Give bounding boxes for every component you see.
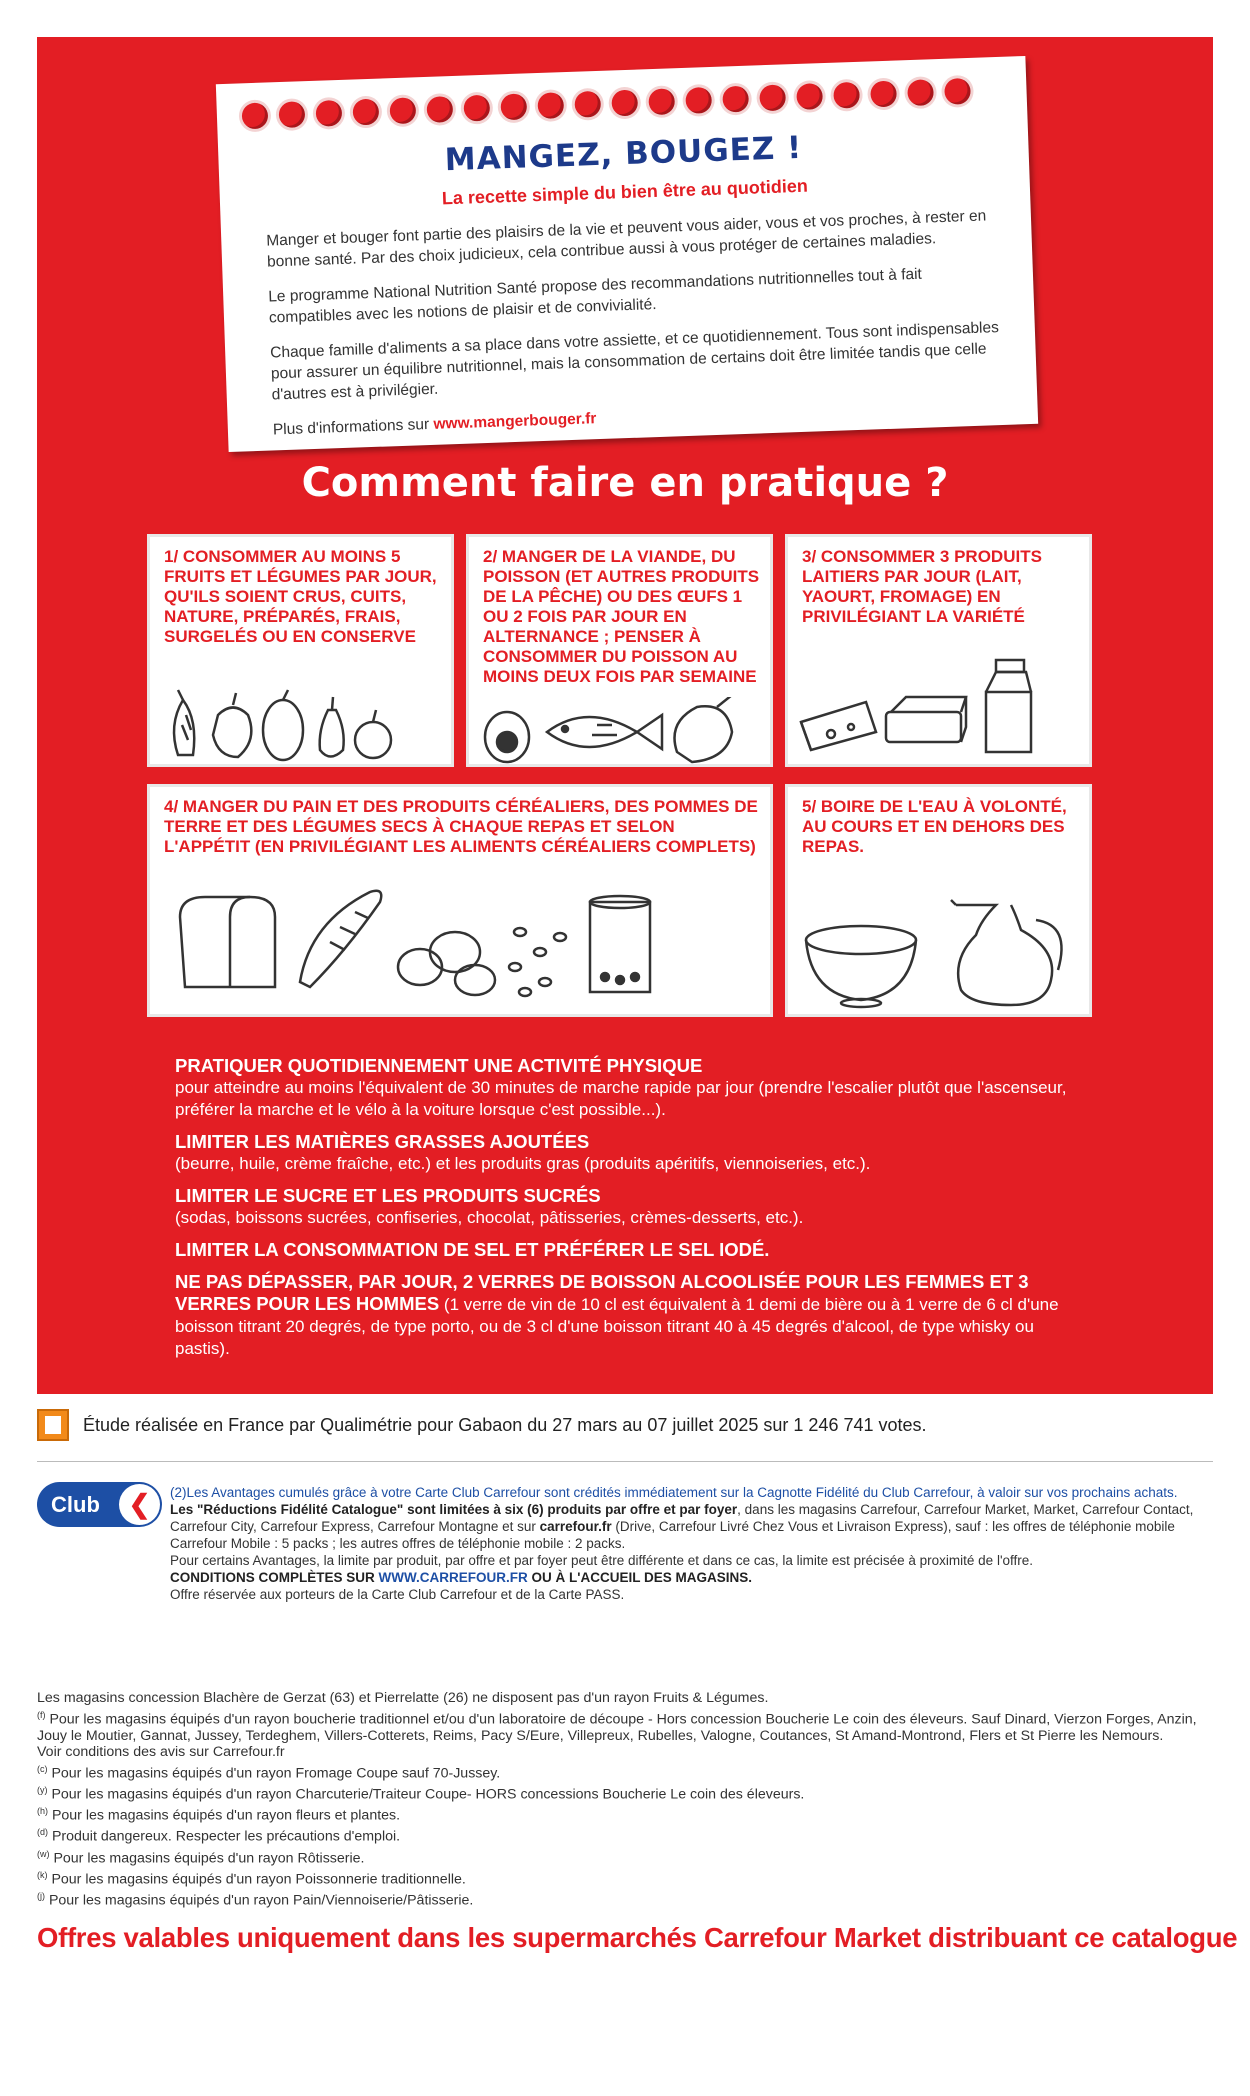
health-tips bbox=[175, 1055, 1075, 1370]
tip-salt: LIMITER LA CONSOMMATION DE SEL ET PRÉFÉRER LE SEL IODÉ. bbox=[175, 1239, 770, 1260]
carrefour-link[interactable]: carrefour.fr bbox=[539, 1519, 612, 1534]
club-conditions: (2)Les Avantages cumulés grâce à votre Carte Club Carrefour sont crédités immédiatement sur la Cagnotte Fidélité du Club Carrefour, à valoir sur vos prochains achats. Les "Réductions Fidélité Catalogue" sont limitées à six (6) produits par offre et par foyer, dans les magasins Carrefour, Carrefour Market, Market, Carrefour Contact, Carrefour City, Carrefour Express, Carrefour Montagne et sur carrefour.fr (Drive, Carrefour Livré Chez Vous et Livraison Express), sauf : les offres de téléphonie mobile Carrefour Mobile : 5 packs ; les autres offres de téléphonie mobile : 2 packs. Pour certains Avantages, la limite par produit, par offre et par foyer peut être différente et dans ce cas, la limite est précisée à proximité de l'offre. CONDITIONS COMPLÈTES SUR WWW.CARREFOUR.FR OU À L'ACCUEIL DES MAGASINS. Offre réservée aux porteurs de la Carte Club Carrefour et de la Carte PASS. bbox=[170, 1485, 1194, 1602]
tip-sugar: LIMITER LE SUCRE ET LES PRODUITS SUCRÉS (sodas, boissons sucrées, confiseries, chocolat, pâtisseries, crèmes-desserts, etc.). bbox=[175, 1185, 804, 1227]
card-text: 2/ MANGER DE LA VIANDE, DU POISSON (ET AUTRES PRODUITS DE LA PÊCHE) OU DES ŒUFS 1 OU 2 FOIS PAR JOUR EN ALTERNANCE ; PENSER À CONSOMMER DU POISSON AU MOINS DEUX FOIS PAR SEMAINE bbox=[483, 547, 760, 686]
note-paragraph: Le programme National Nutrition Santé propose des recommandations nutritionnelles tout à fait compatibles avec les notions de plaisir et de convivialité. bbox=[267, 265, 923, 327]
practice-title: Comment faire en pratique ? bbox=[301, 460, 949, 506]
carrefour-site-link[interactable]: WWW.CARREFOUR.FR bbox=[378, 1570, 528, 1585]
club-carrefour-logo: Club ❮ bbox=[37, 1482, 162, 1527]
legal-notes: Les magasins concession Blachère de Gerzat (63) et Pierrelatte (26) ne disposent pas d'un rayon Fruits & Légumes. $^{(f)}$ Pour les magasins équipés d'un rayon boucherie traditionnel et/ou d'un laboratoire de découpe - Hors concession Boucherie Le coin des éleveurs. Sauf Dinard, Vierzon Forges, Anzin, Jouy le Moutier, Gannat, Jussey, Terdeghem, Villers-Cotterets, Reims, Pacy S/Eure, Villepreux, Rubelles, Valogne, Coutances, St Amand-Montrond, Flers et St Pierre les Nemours. Voir conditions des avis sur Carrefour.fr $^{(c)}$ Pour les magasins équipés d'un rayon Fromage Coupe sauf 70-Jussey. $^{(y)}$ Pour les magasins équipés d'un rayon Charcuterie/Traiteur Coupe- HORS concessions Boucherie Le coin des éleveurs. $^{(h)}$ Pour les magasins équipés d'un rayon fleurs et plantes. $^{(d)}$ Produit dangereux. Respecter les précautions d'emploi. $^{(w)}$ Pour les magasins équipés d'un rayon Rôtisserie. $^{(k)}$ Pour les magasins équipés d'un rayon Poissonnerie traditionnelle. $^{(j)}$ Pour les magasins équipés d'un rayon Pain/Viennoiserie/Pâtisserie. bbox=[37, 1690, 1197, 1909]
offer-validity-banner: Offres valables uniquement dans les supermarchés Carrefour Market distribuant ce catalogue bbox=[37, 1922, 1238, 1953]
note-paragraph: Chaque famille d'aliments a sa place dans votre assiette, et ce quotidiennement. Tous sont indispensables pour assurer un équilibre nutritionnel, mais la consommation de certains doit être limitée tandis que celle d'autres est à privilégier. bbox=[269, 319, 1000, 404]
note-paragraph: Manger et bouger font partie des plaisirs de la vie et peuvent vous aider, vous et vos proches, à rester en bonne santé. Par des choix judicieux, cela contribue aussi à vous protéger de certaines maladies. bbox=[266, 207, 987, 271]
tip-activity: PRATIQUER QUOTIDIENNEMENT UNE ACTIVITÉ PHYSIQUE pour atteindre au moins l'équivalent de 30 minutes de marche rapide par jour (prendre l'escalier plutôt que l'ascenseur, préférer la marche et le vélo à la voiture lorsque c'est possible...). bbox=[175, 1055, 1067, 1119]
card-fruits-vegetables bbox=[147, 534, 454, 767]
spiral-rings bbox=[242, 78, 971, 129]
study-badge-icon bbox=[37, 1409, 69, 1441]
card-cereals bbox=[147, 784, 773, 1017]
mangerbouger-link[interactable]: www.mangerbouger.fr bbox=[433, 410, 597, 433]
bread-potatoes-beans-icon bbox=[170, 882, 770, 1002]
note-subtitle: La recette simple du bien être au quotidien bbox=[441, 175, 809, 209]
divider bbox=[37, 1461, 1213, 1462]
study-notice bbox=[37, 1408, 927, 1442]
note-more-info: Plus d'informations sur www.mangerbouger.fr bbox=[272, 410, 597, 439]
card-meat-fish-eggs bbox=[466, 534, 773, 767]
card-text: 1/ CONSOMMER AU MOINS 5 FRUITS ET LÉGUMES PAR JOUR, QU'ILS SOIENT CRUS, CUITS, NATURE, PRÉPARÉS, FRAIS, SURGELÉS OU EN CONSERVE bbox=[164, 547, 437, 646]
note-title: MANGEZ, BOUGEZ ! bbox=[444, 129, 803, 179]
study-text: Étude réalisée en France par Qualimétrie pour Gabaon du 27 mars au 07 juillet 2025 sur 1 246 741 votes. bbox=[83, 1414, 927, 1435]
card-text: 4/ MANGER DU PAIN ET DES PRODUITS CÉRÉALIERS, DES POMMES DE TERRE ET DES LÉGUMES SECS À CHAQUE REPAS ET SELON L'APPÉTIT (EN PRIVILÉGIANT LES ALIMENTS CÉRÉALIERS COMPLETS) bbox=[164, 797, 758, 856]
bowl-jug-icon bbox=[796, 875, 1086, 1010]
tip-fats: LIMITER LES MATIÈRES GRASSES AJOUTÉES (beurre, huile, crème fraîche, etc.) et les produits gras (produits apéritifs, viennoiseries, etc.). bbox=[175, 1131, 871, 1173]
cheese-butter-milk-icon bbox=[796, 652, 1086, 762]
card-water bbox=[785, 784, 1092, 1017]
card-dairy bbox=[785, 534, 1092, 767]
fish-egg-ham-icon bbox=[477, 697, 767, 767]
carrefour-logo-icon: ❮ bbox=[119, 1484, 160, 1525]
card-text: 3/ CONSOMMER 3 PRODUITS LAITIERS PAR JOUR (LAIT, YAOURT, FROMAGE) EN PRIVILÉGIANT LA VARIÉTÉ bbox=[802, 547, 1042, 626]
fruits-vegetables-icon bbox=[158, 685, 448, 765]
tip-alcohol: NE PAS DÉPASSER, PAR JOUR, 2 VERRES DE BOISSON ALCOOLISÉE POUR LES FEMMES ET 3 VERRES POUR LES HOMMES (1 verre de vin de 10 cl est équivalent à 1 demi de bière ou à 1 verre de 6 cl d'une boisson titrant 20 degrés, de type porto, ou de 3 cl d'une boisson titrant 40 à 45 degrés d'alcool, de type whisky ou pastis). bbox=[175, 1271, 1059, 1358]
note-body bbox=[266, 205, 1003, 454]
card-text: 5/ BOIRE DE L'EAU À VOLONTÉ, AU COURS ET EN DEHORS DES REPAS. bbox=[802, 797, 1067, 856]
notepad-card bbox=[216, 56, 1038, 452]
